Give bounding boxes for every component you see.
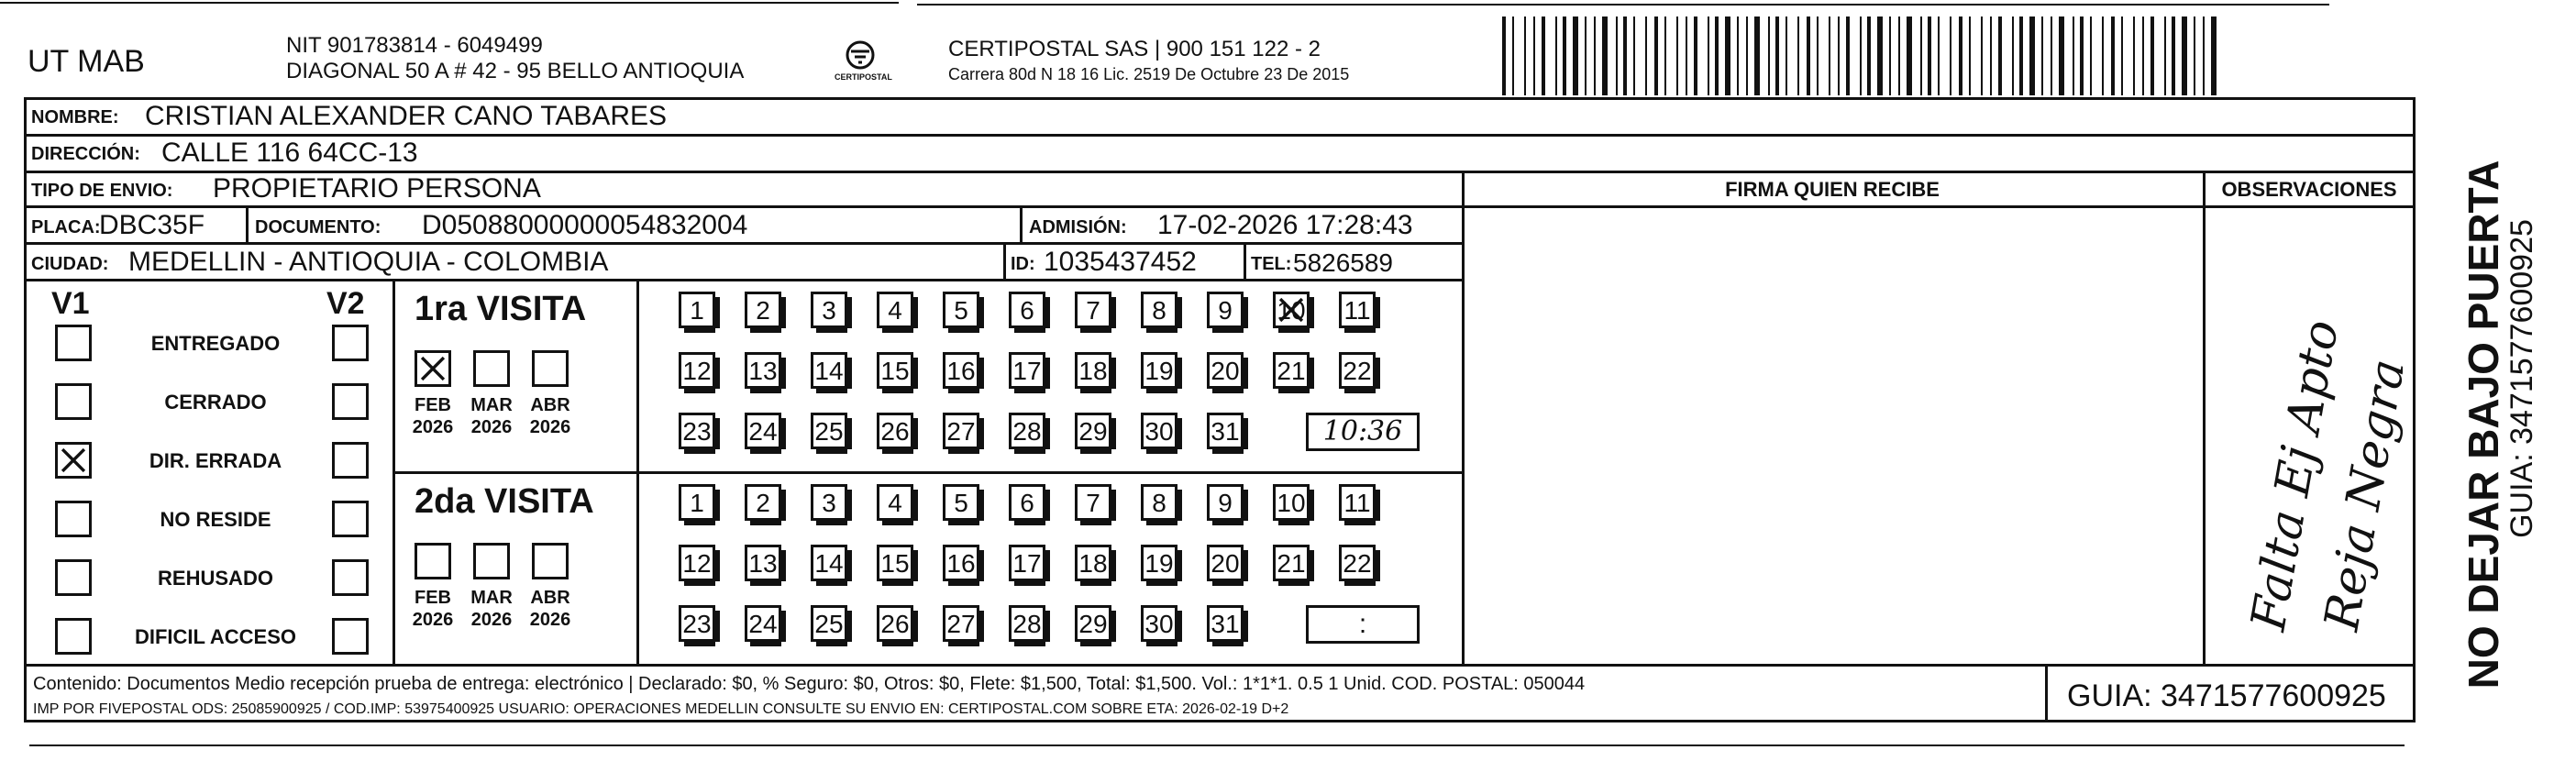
day-box[interactable] [1273, 484, 1310, 521]
day-box[interactable] [1339, 352, 1376, 389]
status-v1-checkbox[interactable] [55, 559, 92, 596]
barcode-bar [1867, 17, 1871, 95]
row-line [24, 134, 2416, 137]
ciudad-value: MEDELLIN - ANTIOQUIA - COLOMBIA [128, 247, 609, 277]
barcode-bar [1860, 17, 1862, 95]
day-box[interactable] [679, 605, 715, 642]
day-box[interactable] [1009, 292, 1045, 328]
day-box[interactable] [877, 413, 913, 449]
day-number: 7 [1086, 489, 1100, 517]
barcode-bar [1502, 17, 1506, 95]
day-number: 28 [1012, 610, 1042, 638]
barcode-bar [1889, 17, 1891, 95]
barcode-bar [1563, 17, 1566, 95]
time-box[interactable] [1306, 413, 1420, 451]
sender-address: DIAGONAL 50 A # 42 - 95 BELLO ANTIOQUIA [286, 59, 745, 83]
time-value: 10:36 [1322, 415, 1403, 447]
day-box[interactable] [943, 352, 979, 389]
status-v2-checkbox[interactable] [332, 442, 369, 479]
id-value: 1035437452 [1044, 247, 1197, 277]
day-box[interactable] [1075, 484, 1111, 521]
month-label: MAR [470, 588, 513, 608]
day-number: 15 [880, 357, 910, 385]
day-box[interactable] [745, 484, 781, 521]
day-number: 3 [822, 296, 836, 325]
day-box[interactable] [1207, 292, 1244, 328]
logo-text: CERTIPOSTAL [835, 72, 892, 82]
status-v1-checkbox[interactable] [55, 442, 92, 479]
barcode-bar [1846, 17, 1850, 95]
day-number: 10 [1277, 489, 1306, 517]
time-value: : [1358, 609, 1367, 639]
barcode-bar [1969, 17, 1971, 95]
barcode-bar [2019, 17, 2023, 95]
day-number: 10 [1277, 296, 1306, 325]
obs-divider [2203, 171, 2206, 664]
status-option-label: CERRADO [164, 391, 267, 414]
day-box[interactable] [1009, 484, 1045, 521]
day-box[interactable] [679, 292, 715, 328]
day-number: 24 [748, 417, 778, 446]
barcode [1502, 9, 2228, 94]
year-label: 2026 [529, 417, 571, 437]
month-checkbox-abr[interactable] [532, 543, 569, 579]
barcode-bar [1981, 17, 1983, 95]
day-box[interactable] [745, 352, 781, 389]
barcode-bar [1768, 17, 1770, 95]
divider [1244, 242, 1246, 279]
day-number: 24 [748, 610, 778, 638]
day-number: 22 [1343, 357, 1372, 385]
day-number: 18 [1078, 549, 1108, 578]
day-number: 8 [1152, 296, 1166, 325]
day-box[interactable] [679, 484, 715, 521]
sender-name: UT MAB [28, 44, 145, 79]
direccion-label: DIRECCIÓN: [31, 144, 140, 164]
status-option-label: NO RESIDE [160, 508, 271, 531]
day-number: 4 [888, 296, 902, 325]
barcode-bar [1938, 17, 1940, 95]
barcode-bar [1676, 17, 1678, 95]
barcode-bar [1829, 17, 1830, 95]
row-line [24, 279, 1462, 281]
day-number: 1 [690, 296, 704, 325]
barcode-bar [1633, 17, 1635, 95]
v2-label: V2 [326, 286, 365, 321]
month-checkbox-feb[interactable] [415, 350, 451, 387]
barcode-bar [1959, 17, 1962, 95]
nombre-value: CRISTIAN ALEXANDER CANO TABARES [145, 101, 668, 131]
day-box[interactable] [745, 605, 781, 642]
day-number: 5 [954, 296, 968, 325]
day-number: 26 [880, 417, 910, 446]
day-box[interactable] [1273, 352, 1310, 389]
barcode-bar [1807, 17, 1810, 95]
row-line [24, 664, 2416, 667]
day-box[interactable] [943, 413, 979, 449]
day-box[interactable] [943, 605, 979, 642]
day-number: 23 [682, 417, 712, 446]
day-box[interactable] [1075, 545, 1111, 581]
day-box[interactable] [811, 484, 847, 521]
month-label: FEB [415, 395, 451, 415]
first-visit-title: 1ra VISITA [415, 290, 587, 328]
status-option-label: DIR. ERRADA [149, 449, 282, 472]
status-v2-checkbox[interactable] [332, 618, 369, 655]
year-label: 2026 [470, 417, 513, 437]
day-box[interactable] [679, 545, 715, 581]
barcode-bar [1715, 17, 1719, 95]
barcode-bar [1746, 17, 1748, 95]
tipo-value: PROPIETARIO PERSONA [213, 173, 541, 204]
day-number: 6 [1020, 489, 1034, 517]
no-dejar-warning: NO DEJAR BAJO PUERTA [2460, 160, 2507, 689]
day-number: 25 [814, 610, 844, 638]
day-number: 11 [1343, 489, 1371, 517]
day-box[interactable] [811, 413, 847, 449]
visit-divider [392, 471, 1462, 474]
status-v1-checkbox[interactable] [55, 383, 92, 420]
barcode-bar [1623, 17, 1627, 95]
day-number: 27 [946, 417, 976, 446]
barcode-bar [1664, 17, 1666, 95]
day-box[interactable] [943, 484, 979, 521]
observations-handwriting [2228, 275, 2403, 642]
day-number: 28 [1012, 417, 1042, 446]
barcode-bar [1737, 17, 1739, 95]
barcode-bar [1694, 17, 1697, 95]
day-number: 21 [1277, 549, 1306, 578]
company-name: CERTIPOSTAL SAS | 900 151 122 - 2 [948, 37, 1321, 61]
barcode-bar [1998, 17, 2002, 95]
barcode-bar [1990, 17, 1992, 95]
side-guia: GUIA: 3471577600925 [2504, 219, 2539, 538]
certipostal-logo [831, 37, 890, 92]
day-box[interactable] [1141, 484, 1177, 521]
documento-label: DOCUMENTO: [255, 217, 381, 237]
day-number: 12 [682, 357, 712, 385]
day-box[interactable] [1141, 545, 1177, 581]
year-label: 2026 [412, 610, 454, 630]
day-number: 2 [756, 296, 770, 325]
day-number: 7 [1086, 296, 1100, 325]
day-number: 14 [814, 549, 844, 578]
obs-line-2: Reja Negra [2314, 355, 2403, 635]
day-box[interactable] [679, 413, 715, 449]
footer-guia: GUIA: 3471577600925 [2067, 678, 2386, 713]
day-number: 31 [1211, 417, 1240, 446]
day-box[interactable] [943, 545, 979, 581]
barcode-bar [2102, 17, 2104, 95]
second-visit-title: 2da VISITA [415, 482, 594, 521]
day-box[interactable] [1141, 352, 1177, 389]
day-box[interactable] [1207, 605, 1244, 642]
barcode-bar [1838, 17, 1840, 95]
ciudad-label: CIUDAD: [31, 254, 109, 274]
month-label: FEB [415, 588, 451, 608]
v1-label: V1 [51, 286, 90, 321]
top-rule-2 [917, 4, 2329, 6]
month-label: MAR [470, 395, 513, 415]
barcode-bar [2133, 17, 2135, 95]
day-box[interactable] [1009, 605, 1045, 642]
day-number: 9 [1218, 489, 1233, 517]
barcode-bar [1786, 17, 1787, 95]
barcode-bar [2051, 17, 2052, 95]
day-number: 14 [814, 357, 844, 385]
day-number: 11 [1343, 296, 1371, 325]
footer-imp: IMP POR FIVEPOSTAL ODS: 25085900925 / COD.IMP: 53975400925 USUARIO: OPERACIONES MEDELLIN CONSULTE SU ENVIO EN: CERTIPOSTAL.COM SOBRE ETA: 2026-02-19 D+2 [33, 701, 1289, 717]
barcode-bar [1928, 17, 1931, 95]
day-number: 1 [690, 489, 704, 517]
barcode-bar [2150, 17, 2154, 95]
day-number: 30 [1144, 610, 1174, 638]
year-label: 2026 [470, 610, 513, 630]
barcode-bar [1602, 17, 1608, 95]
day-number: 8 [1152, 489, 1166, 517]
admision-label: ADMISIÓN: [1029, 217, 1127, 237]
sender-nit: NIT 901783814 - 6049499 [286, 33, 543, 58]
status-v1-checkbox[interactable] [55, 325, 92, 361]
tel-label: TEL: [1251, 254, 1292, 274]
day-number: 16 [946, 549, 976, 578]
day-number: 19 [1144, 549, 1174, 578]
divider [1020, 205, 1023, 242]
day-box[interactable] [1207, 413, 1244, 449]
status-v2-checkbox[interactable] [332, 325, 369, 361]
status-v2-checkbox[interactable] [332, 501, 369, 537]
barcode-bar [1524, 17, 1526, 95]
month-checkbox-feb[interactable] [415, 543, 451, 579]
footer-contenido: Contenido: Documentos Medio recepción prueba de entrega: electrónico | Declarado: $0, % Seguro: $0, Otros: $0, Flete: $1,500, Total: $1,500. Vol.: 1*1*1. 0.5 1 Unid. COD. POSTAL: 050044 [33, 674, 1586, 694]
documento-value: D05088000000054832004 [422, 210, 748, 240]
row-line [1462, 205, 2416, 208]
day-box[interactable] [877, 484, 913, 521]
direccion-value: CALLE 116 64CC-13 [161, 138, 418, 168]
barcode-bar [2194, 17, 2195, 95]
barcode-bar [2029, 17, 2035, 95]
day-box[interactable] [1075, 352, 1111, 389]
company-license: Carrera 80d N 18 16 Lic. 2519 De Octubre 23 De 2015 [948, 65, 1350, 83]
day-number: 4 [888, 489, 902, 517]
barcode-bar [1920, 17, 1922, 95]
barcode-bar [1654, 17, 1658, 95]
barcode-bar [1775, 17, 1779, 95]
month-checkbox-mar[interactable] [473, 350, 510, 387]
tipo-label: TIPO DE ENVIO: [31, 181, 173, 201]
barcode-bar [2203, 17, 2205, 95]
day-number: 3 [822, 489, 836, 517]
nombre-label: NOMBRE: [31, 107, 119, 127]
day-number: 17 [1012, 549, 1042, 578]
barcode-bar [2211, 17, 2217, 95]
month-label: ABR [530, 588, 570, 608]
barcode-bar [1573, 17, 1578, 95]
side-text [2421, 110, 2568, 743]
barcode-bar [1585, 17, 1587, 95]
day-box[interactable] [1339, 545, 1376, 581]
day-box[interactable] [1141, 605, 1177, 642]
day-number: 27 [946, 610, 976, 638]
barcode-bar [2121, 17, 2123, 95]
barcode-bar [2182, 17, 2187, 95]
day-box[interactable] [1273, 292, 1310, 328]
firma-header: FIRMA QUIEN RECIBE [1725, 178, 1940, 201]
day-box[interactable] [1141, 413, 1177, 449]
day-box[interactable] [1207, 484, 1244, 521]
day-box[interactable] [1075, 413, 1111, 449]
day-number: 20 [1211, 549, 1240, 578]
day-number: 12 [682, 549, 712, 578]
day-number: 19 [1144, 357, 1174, 385]
day-box[interactable] [877, 352, 913, 389]
id-label: ID: [1011, 254, 1035, 274]
day-number: 18 [1078, 357, 1108, 385]
barcode-bar [2090, 17, 2092, 95]
obs-line-1: Falta Ej Apto [2240, 315, 2350, 635]
day-number: 2 [756, 489, 770, 517]
barcode-bar [1950, 17, 1951, 95]
day-box[interactable] [1273, 545, 1310, 581]
day-number: 30 [1144, 417, 1174, 446]
barcode-bar [1533, 17, 1535, 95]
barcode-bar [2142, 17, 2144, 95]
day-box[interactable] [811, 545, 847, 581]
barcode-bar [1512, 17, 1514, 95]
day-box[interactable] [1141, 292, 1177, 328]
status-option-label: ENTREGADO [150, 332, 281, 355]
day-box[interactable] [1009, 413, 1045, 449]
status-v1-checkbox[interactable] [55, 618, 92, 655]
year-label: 2026 [529, 610, 571, 630]
day-number: 13 [748, 549, 778, 578]
barcode-bar [1686, 17, 1687, 95]
day-number: 22 [1343, 549, 1372, 578]
day-box[interactable] [811, 292, 847, 328]
top-rule [0, 2, 899, 4]
day-box[interactable] [679, 352, 715, 389]
day-box[interactable] [877, 292, 913, 328]
barcode-bar [2080, 17, 2084, 95]
time-box[interactable] [1306, 605, 1420, 644]
barcode-bar [1725, 17, 1730, 95]
day-number: 5 [954, 489, 968, 517]
barcode-bar [2059, 17, 2064, 95]
barcode-bar [2172, 17, 2175, 95]
admision-value: 17-02-2026 17:28:43 [1157, 210, 1413, 240]
barcode-bar [1542, 17, 1545, 95]
month-checkbox-abr[interactable] [532, 350, 569, 387]
firma-divider [1462, 171, 1465, 664]
barcode-bar [1616, 17, 1618, 95]
day-number: 31 [1211, 610, 1240, 638]
day-box[interactable] [1075, 292, 1111, 328]
day-box[interactable] [745, 292, 781, 328]
status-v2-checkbox[interactable] [332, 559, 369, 596]
day-number: 21 [1277, 357, 1306, 385]
status-v2-checkbox[interactable] [332, 383, 369, 420]
barcode-bar [1594, 17, 1596, 95]
day-box[interactable] [745, 413, 781, 449]
day-box[interactable] [877, 605, 913, 642]
day-box[interactable] [745, 545, 781, 581]
bottom-rule [29, 744, 2405, 746]
day-box[interactable] [1207, 545, 1244, 581]
barcode-bar [1817, 17, 1819, 95]
placa-label: PLACA: [31, 217, 101, 237]
day-box[interactable] [1009, 352, 1045, 389]
month-label: ABR [530, 395, 570, 415]
barcode-bar [1708, 17, 1709, 95]
barcode-bar [1907, 17, 1912, 95]
day-box[interactable] [1207, 352, 1244, 389]
barcode-bar [1555, 17, 1557, 95]
footer-divider [2045, 664, 2048, 722]
barcode-bar [2111, 17, 2115, 95]
barcode-bar [1645, 17, 1647, 95]
barcode-bar [1797, 17, 1799, 95]
day-box[interactable] [1339, 484, 1376, 521]
day-box[interactable] [1009, 545, 1045, 581]
day-number: 9 [1218, 296, 1233, 325]
barcode-bar [2041, 17, 2043, 95]
barcode-bar [1898, 17, 1900, 95]
day-box[interactable] [1075, 605, 1111, 642]
status-option-label: REHUSADO [158, 567, 273, 590]
day-number: 29 [1078, 610, 1108, 638]
observaciones-header: OBSERVACIONES [2221, 178, 2397, 201]
barcode-bar [1754, 17, 1760, 95]
visit-col-divider [636, 279, 639, 664]
status-v1-checkbox[interactable] [55, 501, 92, 537]
divider [246, 205, 249, 242]
tel-value: 5826589 [1293, 248, 1394, 277]
divider [1003, 242, 1006, 279]
day-number: 25 [814, 417, 844, 446]
day-box[interactable] [877, 545, 913, 581]
barcode-bar [2012, 17, 2014, 95]
status-option-label: DIFICIL ACCESO [134, 625, 296, 648]
day-number: 15 [880, 549, 910, 578]
day-number: 16 [946, 357, 976, 385]
year-label: 2026 [412, 417, 454, 437]
barcode-bar [2073, 17, 2074, 95]
day-number: 23 [682, 610, 712, 638]
barcode-bar [1877, 17, 1883, 95]
day-number: 17 [1012, 357, 1042, 385]
day-number: 20 [1211, 357, 1240, 385]
day-number: 26 [880, 610, 910, 638]
day-box[interactable] [1339, 292, 1376, 328]
barcode-bar [2164, 17, 2166, 95]
day-box[interactable] [943, 292, 979, 328]
month-checkbox-mar[interactable] [473, 543, 510, 579]
day-box[interactable] [811, 605, 847, 642]
placa-value: DBC35F [99, 210, 205, 240]
day-box[interactable] [811, 352, 847, 389]
day-number: 29 [1078, 417, 1108, 446]
day-number: 6 [1020, 296, 1034, 325]
day-number: 13 [748, 357, 778, 385]
